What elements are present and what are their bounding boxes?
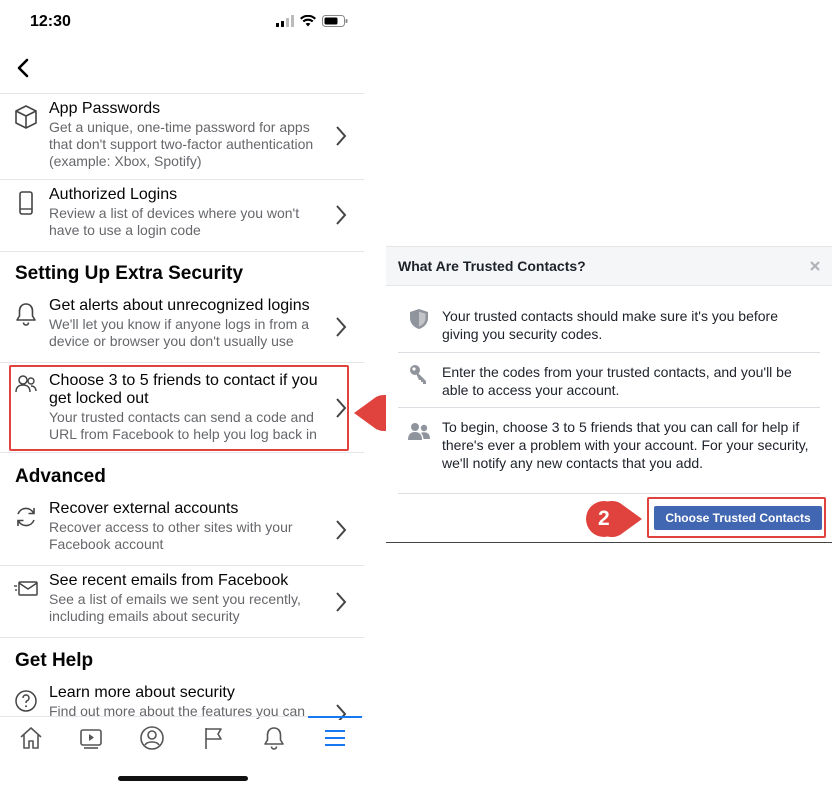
shield-icon: [408, 308, 430, 330]
dialog-bottom-border: [386, 542, 832, 543]
section-heading-advanced: Advanced: [15, 466, 106, 487]
flag-icon: [200, 725, 226, 751]
refresh-icon: [13, 504, 39, 530]
dialog-item: [398, 353, 820, 406]
tab-video[interactable]: [76, 723, 106, 753]
alerts-row[interactable]: [0, 291, 364, 363]
choose-trusted-contacts-button[interactable]: Choose Trusted Contacts: [654, 506, 822, 530]
row-title: App Passwords: [49, 100, 161, 117]
step-2-badge: [580, 499, 644, 539]
tab-menu[interactable]: [320, 723, 350, 753]
dialog-header: [386, 246, 832, 286]
home-indicator: [118, 776, 248, 781]
home-icon: [18, 725, 44, 751]
battery-icon: [322, 15, 348, 27]
dialog-item-text: Your trusted contacts should make sure it's you before giving you security codes.: [442, 308, 779, 342]
row-description: See a list of emails we sent you recently, including emails about security: [49, 591, 301, 624]
tab-profile[interactable]: [137, 723, 167, 753]
row-description: Your trusted contacts can send a code and URL from Facebook to help you log back in: [49, 409, 317, 442]
close-icon[interactable]: [808, 259, 822, 273]
status-time: 12:30: [30, 13, 71, 30]
bell-icon: [13, 301, 39, 327]
bell-icon: [261, 725, 287, 751]
section-heading-get-help: Get Help: [15, 650, 94, 671]
row-title: Learn more about security: [49, 684, 235, 701]
section-heading-extra-security: Setting Up Extra Security: [15, 263, 244, 284]
chevron-right-icon: [334, 519, 348, 541]
learn-security-row[interactable]: [0, 678, 364, 720]
phone-screen: [0, 0, 364, 789]
status-bar: [0, 0, 364, 46]
highlight-box-trusted-contacts: [9, 365, 349, 451]
recover-accounts-row[interactable]: [0, 494, 364, 566]
dialog-item: [398, 408, 820, 488]
profile-icon: [139, 725, 165, 751]
bottom-tab-bar: [0, 716, 364, 760]
row-description: Recover access to other sites with your Facebook account: [49, 519, 293, 552]
dialog-item-text: To begin, choose 3 to 5 friends that you can call for help if there's ever a problem with your account. For your security, we'll notify any new contacts that you add.: [442, 419, 809, 471]
row-title: See recent emails from Facebook: [49, 572, 289, 589]
video-icon: [78, 725, 104, 751]
tab-pages[interactable]: [198, 723, 228, 753]
row-title: Recover external accounts: [49, 500, 239, 517]
cube-icon: [13, 104, 39, 130]
tab-notifications[interactable]: [259, 723, 289, 753]
row-description: Review a list of devices where you won't have to use a login code: [49, 205, 300, 238]
key-icon: [408, 363, 430, 385]
chevron-right-icon: [334, 591, 348, 613]
email-icon: [13, 576, 39, 602]
dialog-title: What Are Trusted Contacts?: [398, 258, 586, 274]
tab-home[interactable]: [16, 723, 46, 753]
dialog-footer-divider: [398, 493, 820, 494]
row-description: Find out more about the features you can: [49, 703, 306, 719]
highlight-box-choose-button: [647, 497, 826, 538]
row-description: We'll let you know if anyone logs in from a device or browser you don't usually use: [49, 316, 309, 349]
row-description: Get a unique, one-time password for apps that don't support two-factor authentication (example: Xbox, Spotify): [49, 119, 314, 169]
people-icon: [408, 420, 430, 442]
back-button[interactable]: [10, 54, 36, 82]
chevron-right-icon: [334, 204, 348, 226]
recent-emails-row[interactable]: [0, 566, 364, 638]
row-title: Get alerts about unrecognized logins: [49, 297, 310, 314]
app-passwords-row[interactable]: [0, 93, 364, 180]
chevron-right-icon: [334, 125, 348, 147]
dialog-item-text: Enter the codes from your trusted contacts, and you'll be able to access your account.: [442, 364, 792, 398]
phone-icon: [13, 190, 39, 216]
active-tab-indicator: [308, 716, 362, 718]
menu-icon: [322, 725, 348, 751]
chevron-right-icon: [334, 316, 348, 338]
signal-icon: [276, 15, 294, 27]
wifi-icon: [300, 15, 316, 27]
back-arrow-icon: [16, 58, 30, 78]
authorized-logins-row[interactable]: [0, 180, 364, 252]
status-icons: [276, 15, 348, 27]
dialog-item: [398, 296, 820, 348]
row-title: Authorized Logins: [49, 186, 178, 203]
question-icon: [13, 688, 39, 714]
step-2-number: 2: [598, 507, 610, 530]
row-title: Choose 3 to 5 friends to contact if you get locked out: [49, 372, 318, 407]
